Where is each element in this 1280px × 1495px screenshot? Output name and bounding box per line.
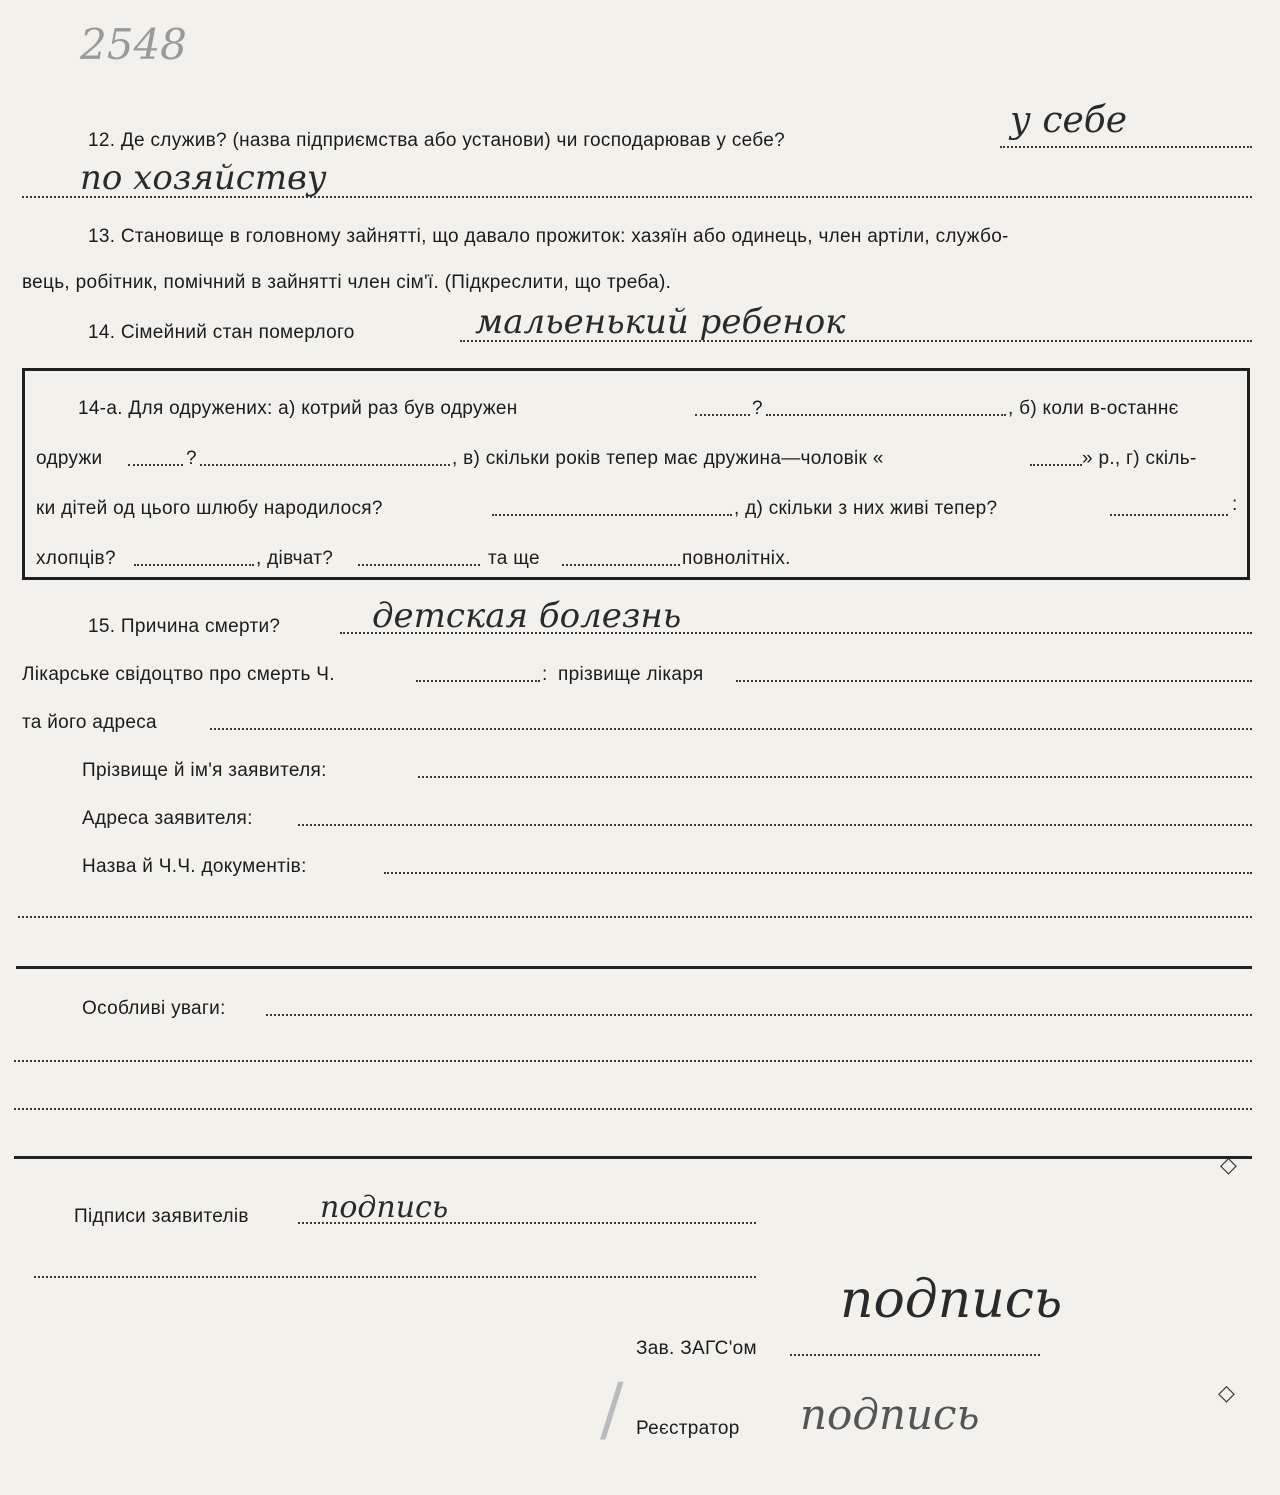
doctor-name-field[interactable] — [736, 680, 1252, 682]
archive-number-stamp: 2548 — [80, 20, 187, 69]
applicant-address-label: Адреса заявителя: — [82, 808, 253, 829]
notes-field-line3[interactable] — [14, 1108, 1252, 1110]
q14a-line1-q: ? — [752, 398, 763, 419]
q15-label: 15. Причина смерти? — [88, 616, 281, 637]
head-registry-signature: подпись — [840, 1270, 1063, 1330]
applicant-name-label: Прізвище й ім'я заявителя: — [82, 760, 327, 781]
punch-hole-mark-top: ◇ — [1220, 1152, 1237, 1177]
q14a-line2-text2: , в) скільки років тепер має дружина—чоловік « — [452, 448, 884, 469]
applicant-signature: подпись — [320, 1190, 449, 1225]
q12-answer-line1[interactable] — [1000, 146, 1252, 148]
q13-line1: 13. Становище в головному зайнятті, що давало прожиток: хазяїн або одинець, член артіли, службо- — [88, 226, 1009, 247]
q14a-line1-text: 14-а. Для одружених: а) котрий раз був одружен — [78, 398, 518, 419]
notes-field-line2[interactable] — [14, 1060, 1252, 1062]
punch-hole-mark-bottom: ◇ — [1218, 1380, 1235, 1405]
q14a-line4-boys: хлопців? — [36, 548, 116, 569]
doctor-name-label: прізвище лікаря — [558, 664, 704, 685]
registrar-label: Реєстратор — [636, 1418, 740, 1439]
applicant-docs-field[interactable] — [384, 872, 1252, 874]
doctor-address-label: та його адреса — [22, 712, 157, 733]
doctor-address-field[interactable] — [210, 728, 1252, 730]
q12-label: 12. Де служив? (назва підприємства або установи) чи господарював у себе? — [88, 130, 785, 151]
q14a-line4-more: та ще — [488, 548, 540, 569]
q13-line2: вець, робітник, помічний в зайнятті член сім'ї. (Підкреслити, що треба). — [22, 272, 672, 293]
notes-field-line1[interactable] — [266, 1014, 1252, 1016]
section-divider-1 — [16, 966, 1252, 969]
q14a-line3-text: ки дітей од цього шлюбу народилося? — [36, 498, 383, 519]
notes-label: Особливі уваги: — [82, 998, 226, 1019]
q14a-line3-colon: : — [1232, 494, 1238, 515]
medical-cert-label: Лікарське свідоцтво про смерть Ч. — [22, 664, 335, 685]
q14a-line2-text: одружи — [36, 448, 103, 469]
q14a-line4-adults: повнолітніх. — [682, 548, 791, 569]
applicants-signature-label: Підписи заявителів — [74, 1206, 249, 1227]
q14a-girls-field[interactable] — [358, 564, 480, 566]
q14a-line4-girls: , дівчат? — [256, 548, 334, 569]
applicant-docs-field-line2[interactable] — [18, 916, 1252, 918]
head-registry-label: Зав. ЗАГС'ом — [636, 1338, 757, 1359]
applicant-address-field[interactable] — [298, 824, 1252, 826]
q14a-adults-field[interactable] — [562, 564, 680, 566]
q14a-line1-text2: , б) коли в-останнє — [1008, 398, 1179, 419]
q14a-line3-text2: , д) скільки з них живі тепер? — [734, 498, 998, 519]
q14-label: 14. Сімейний стан померлого — [88, 322, 355, 343]
q14a-boys-field[interactable] — [134, 564, 254, 566]
q14a-line2-q: ? — [186, 448, 197, 469]
q14a-last-married-field[interactable] — [128, 464, 183, 466]
q14a-marriage-count-field[interactable] — [695, 414, 750, 416]
medical-cert-colon: : — [542, 664, 548, 685]
q14a-children-born-field[interactable] — [492, 514, 732, 516]
section-divider-2 — [14, 1156, 1252, 1159]
q14-handwritten-answer: мальенький ребенок — [475, 302, 846, 342]
faded-pencil-mark: / — [600, 1368, 624, 1450]
registrar-signature: подпись — [800, 1390, 980, 1439]
medical-cert-number-field[interactable] — [416, 680, 540, 682]
q14a-last-married-field2[interactable] — [200, 464, 450, 466]
q14a-spouse-age-field[interactable] — [1030, 464, 1082, 466]
q14a-line2-text3: » р., г) скіль- — [1082, 448, 1197, 469]
q12-handwritten-answer2: по хозяйству — [80, 158, 327, 198]
q14a-children-alive-field[interactable] — [1110, 514, 1228, 516]
q12-handwritten-answer1: у себе — [1010, 100, 1128, 141]
applicant-name-field[interactable] — [418, 776, 1252, 778]
applicants-signature-field2[interactable] — [34, 1276, 756, 1278]
head-registry-signature-field[interactable] — [790, 1354, 1040, 1356]
applicant-docs-label: Назва й Ч.Ч. документів: — [82, 856, 307, 877]
q15-handwritten-answer: детская болезнь — [372, 596, 682, 636]
q14a-marriage-count-field2[interactable] — [766, 414, 1006, 416]
